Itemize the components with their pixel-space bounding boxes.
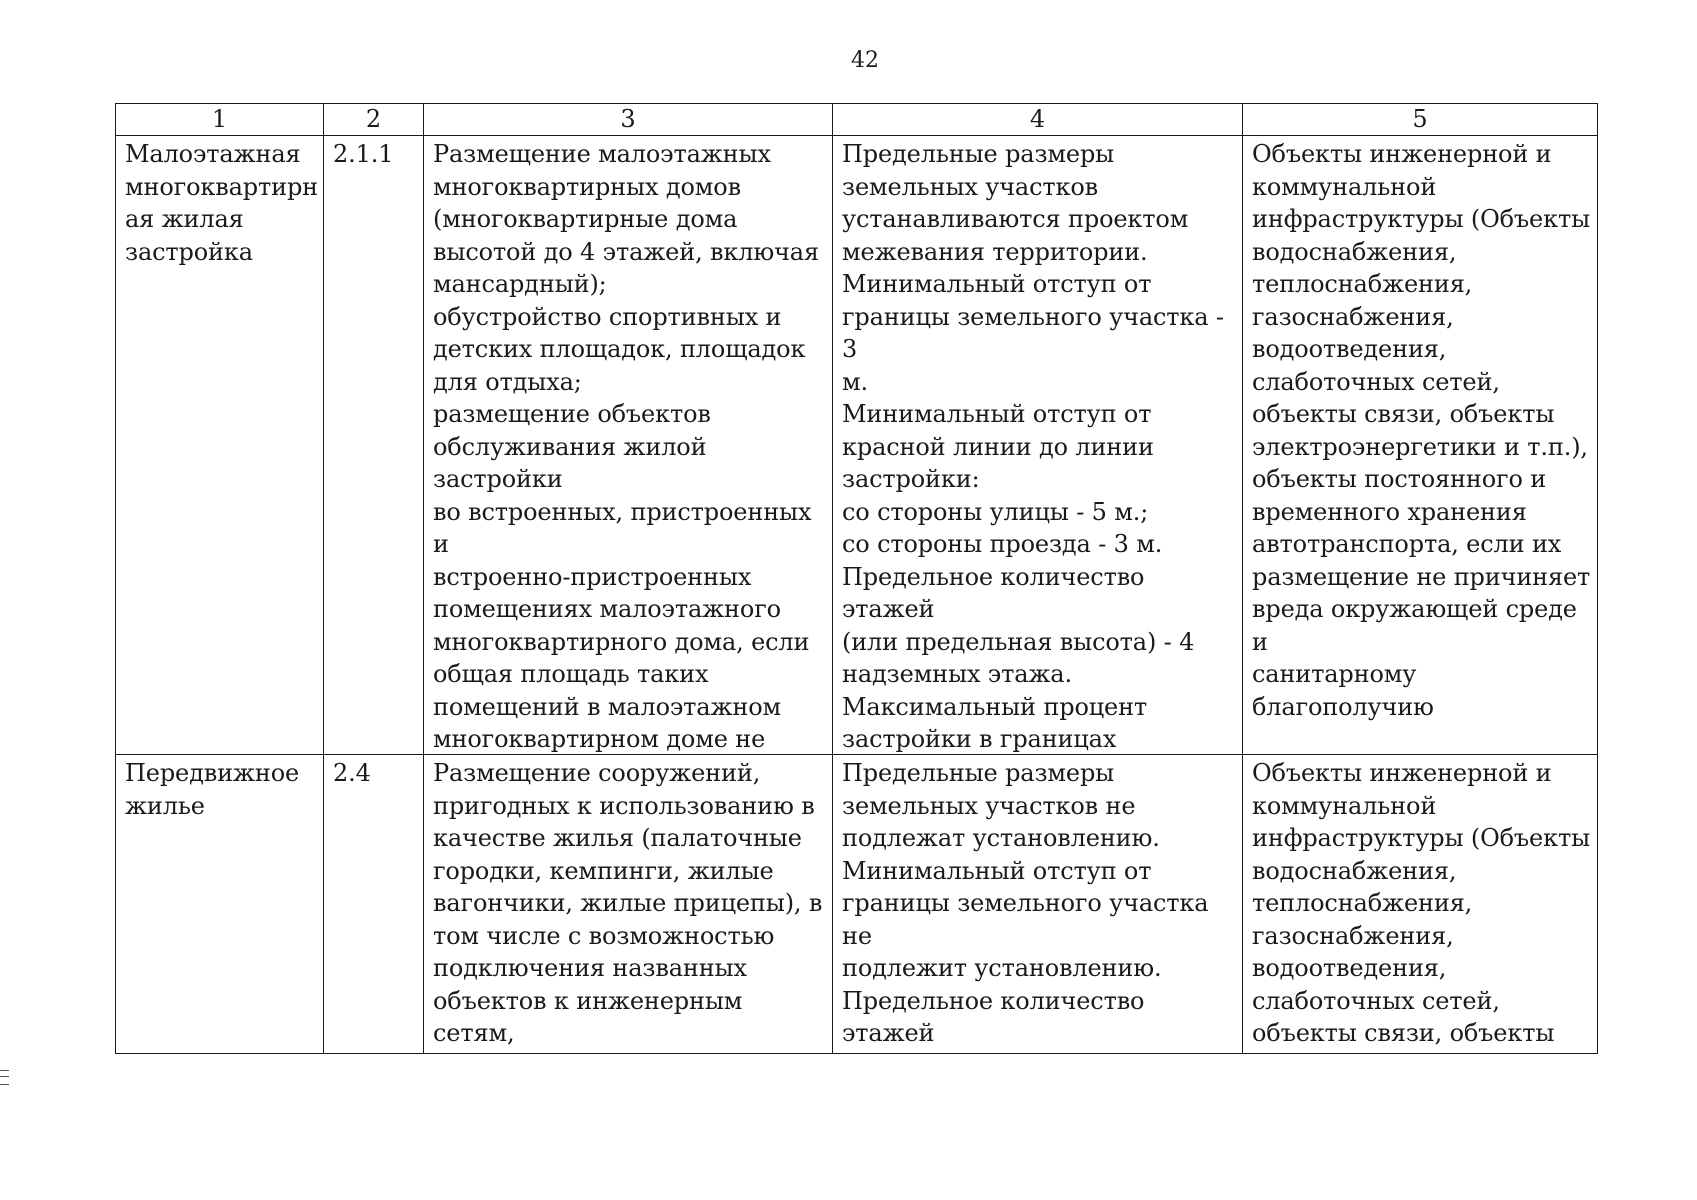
cell-auxiliary-uses	[1243, 755, 1598, 1054]
use-parameters-text: Предельные размеры земельных участков устанавливаются проектом межевания территории. Минимальный отступ от границы земельного участка - 3 м. Минимальный отступ от красной линии до линии застройки: со стороны улицы - 5 м.; со стороны проезда - 3 м. Предельное количество этажей (или предельная высота) - 4 надземных этажа. Максимальный процент застройки в границах	[842, 140, 1224, 753]
header-col-2: 2	[324, 104, 424, 136]
cell-use-name	[116, 755, 324, 1054]
use-description-text: Размещение малоэтажных многоквартирных домов (многоквартирные дома высотой до 4 этажей, включая мансардный); обустройство спортивных и детских площадок, площадок для отдыха; размещение объектов обслуживания жилой застройки во встроенных, пристроенных и встроенно-пристроенных помещениях малоэтажного многоквартирного дома, если общая площадь таких помещений в малоэтажном многоквартирном доме не	[433, 140, 819, 753]
cell-use-code	[324, 755, 424, 1054]
scan-edge-mark	[0, 1076, 9, 1077]
use-code-text: 2.1.1	[333, 140, 394, 168]
header-col-4: 4	[833, 104, 1243, 136]
cell-use-parameters	[833, 136, 1243, 755]
table-row	[116, 136, 1598, 755]
cell-use-name	[116, 136, 324, 755]
cell-use-description	[424, 136, 833, 755]
page-number: 42	[851, 48, 879, 73]
table-row	[116, 755, 1598, 1054]
zoning-table	[115, 103, 1598, 1054]
cell-use-code	[324, 136, 424, 755]
use-parameters-text: Предельные размеры земельных участков не подлежат установлению. Минимальный отступ от границы земельного участка не подлежит установлению. Предельное количество этажей	[842, 759, 1209, 1047]
scan-edge-mark	[0, 1084, 9, 1085]
auxiliary-uses-text: Объекты инженерной и коммунальной инфраструктуры (Объекты водоснабжения, теплоснабжения, газоснабжения, водоотведения, слаботочных сетей, объекты связи, объекты электроэнергетики и т.п.), объекты постоянного и временного хранения автотранспорта, если их размещение не причиняет вреда окружающей среде и санитарному благополучию	[1252, 140, 1591, 721]
use-code-text: 2.4	[333, 759, 371, 787]
header-col-5: 5	[1243, 104, 1598, 136]
cell-use-parameters	[833, 755, 1243, 1054]
scan-edge-mark	[0, 1070, 9, 1071]
use-name-text: Малоэтажная многоквартирн ая жилая застройка	[125, 140, 319, 266]
use-description-text: Размещение сооружений, пригодных к использованию в качестве жилья (палаточные городки, кемпинги, жилые вагончики, жилые прицепы), в том числе с возможностью подключения названных объектов к инженерным сетям,	[433, 759, 823, 1047]
header-row	[116, 104, 1598, 136]
header-col-3: 3	[424, 104, 833, 136]
use-name-text: Передвижное жилье	[125, 759, 300, 820]
cell-auxiliary-uses	[1243, 136, 1598, 755]
auxiliary-uses-text: Объекты инженерной и коммунальной инфраструктуры (Объекты водоснабжения, теплоснабжения, газоснабжения, водоотведения, слаботочных сетей, объекты связи, объекты	[1252, 759, 1591, 1047]
header-col-1: 1	[116, 104, 324, 136]
cell-use-description	[424, 755, 833, 1054]
